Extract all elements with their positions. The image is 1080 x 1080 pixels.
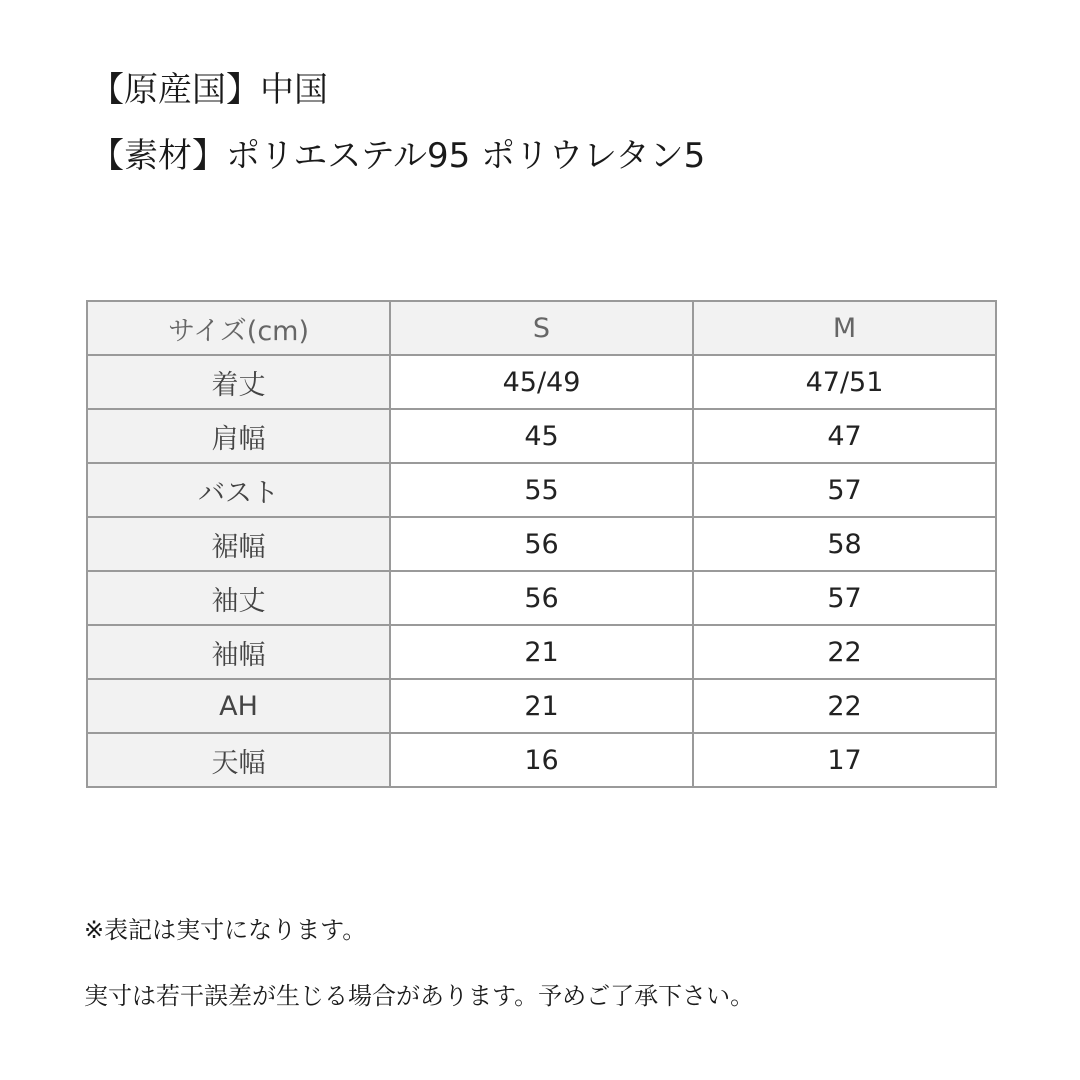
row-label: バスト	[87, 463, 390, 517]
table-row	[87, 355, 996, 409]
size-table	[86, 300, 997, 788]
material-text: 【素材】ポリエステル95 ポリウレタン5	[90, 136, 706, 176]
row-label: 袖丈	[87, 571, 390, 625]
table-header-row	[87, 301, 996, 355]
table-row	[87, 463, 996, 517]
cell-s: 21	[390, 679, 693, 733]
row-label: AH	[87, 679, 390, 733]
measurement-note: ※表記は実寸になります。	[84, 916, 367, 944]
cell-s: 16	[390, 733, 693, 787]
cell-s: 56	[390, 571, 693, 625]
cell-m: 17	[693, 733, 996, 787]
cell-s: 45	[390, 409, 693, 463]
cell-s: 21	[390, 625, 693, 679]
table-row	[87, 625, 996, 679]
cell-m: 47/51	[693, 355, 996, 409]
origin-country-text: 【原産国】中国	[90, 70, 328, 110]
row-label: 裾幅	[87, 517, 390, 571]
header-size-m: M	[693, 301, 996, 355]
tolerance-note: 実寸は若干誤差が生じる場合があります。予めご了承下さい。	[84, 982, 755, 1010]
table-row	[87, 679, 996, 733]
cell-m: 57	[693, 463, 996, 517]
header-size-cm: サイズ(cm)	[87, 301, 390, 355]
header-size-s: S	[390, 301, 693, 355]
cell-m: 58	[693, 517, 996, 571]
row-label: 天幅	[87, 733, 390, 787]
row-label: 肩幅	[87, 409, 390, 463]
row-label: 袖幅	[87, 625, 390, 679]
cell-m: 57	[693, 571, 996, 625]
table-row	[87, 733, 996, 787]
cell-m: 47	[693, 409, 996, 463]
table-row	[87, 517, 996, 571]
cell-m: 22	[693, 679, 996, 733]
cell-m: 22	[693, 625, 996, 679]
cell-s: 45/49	[390, 355, 693, 409]
cell-s: 56	[390, 517, 693, 571]
table-row	[87, 571, 996, 625]
row-label: 着丈	[87, 355, 390, 409]
cell-s: 55	[390, 463, 693, 517]
table-row	[87, 409, 996, 463]
